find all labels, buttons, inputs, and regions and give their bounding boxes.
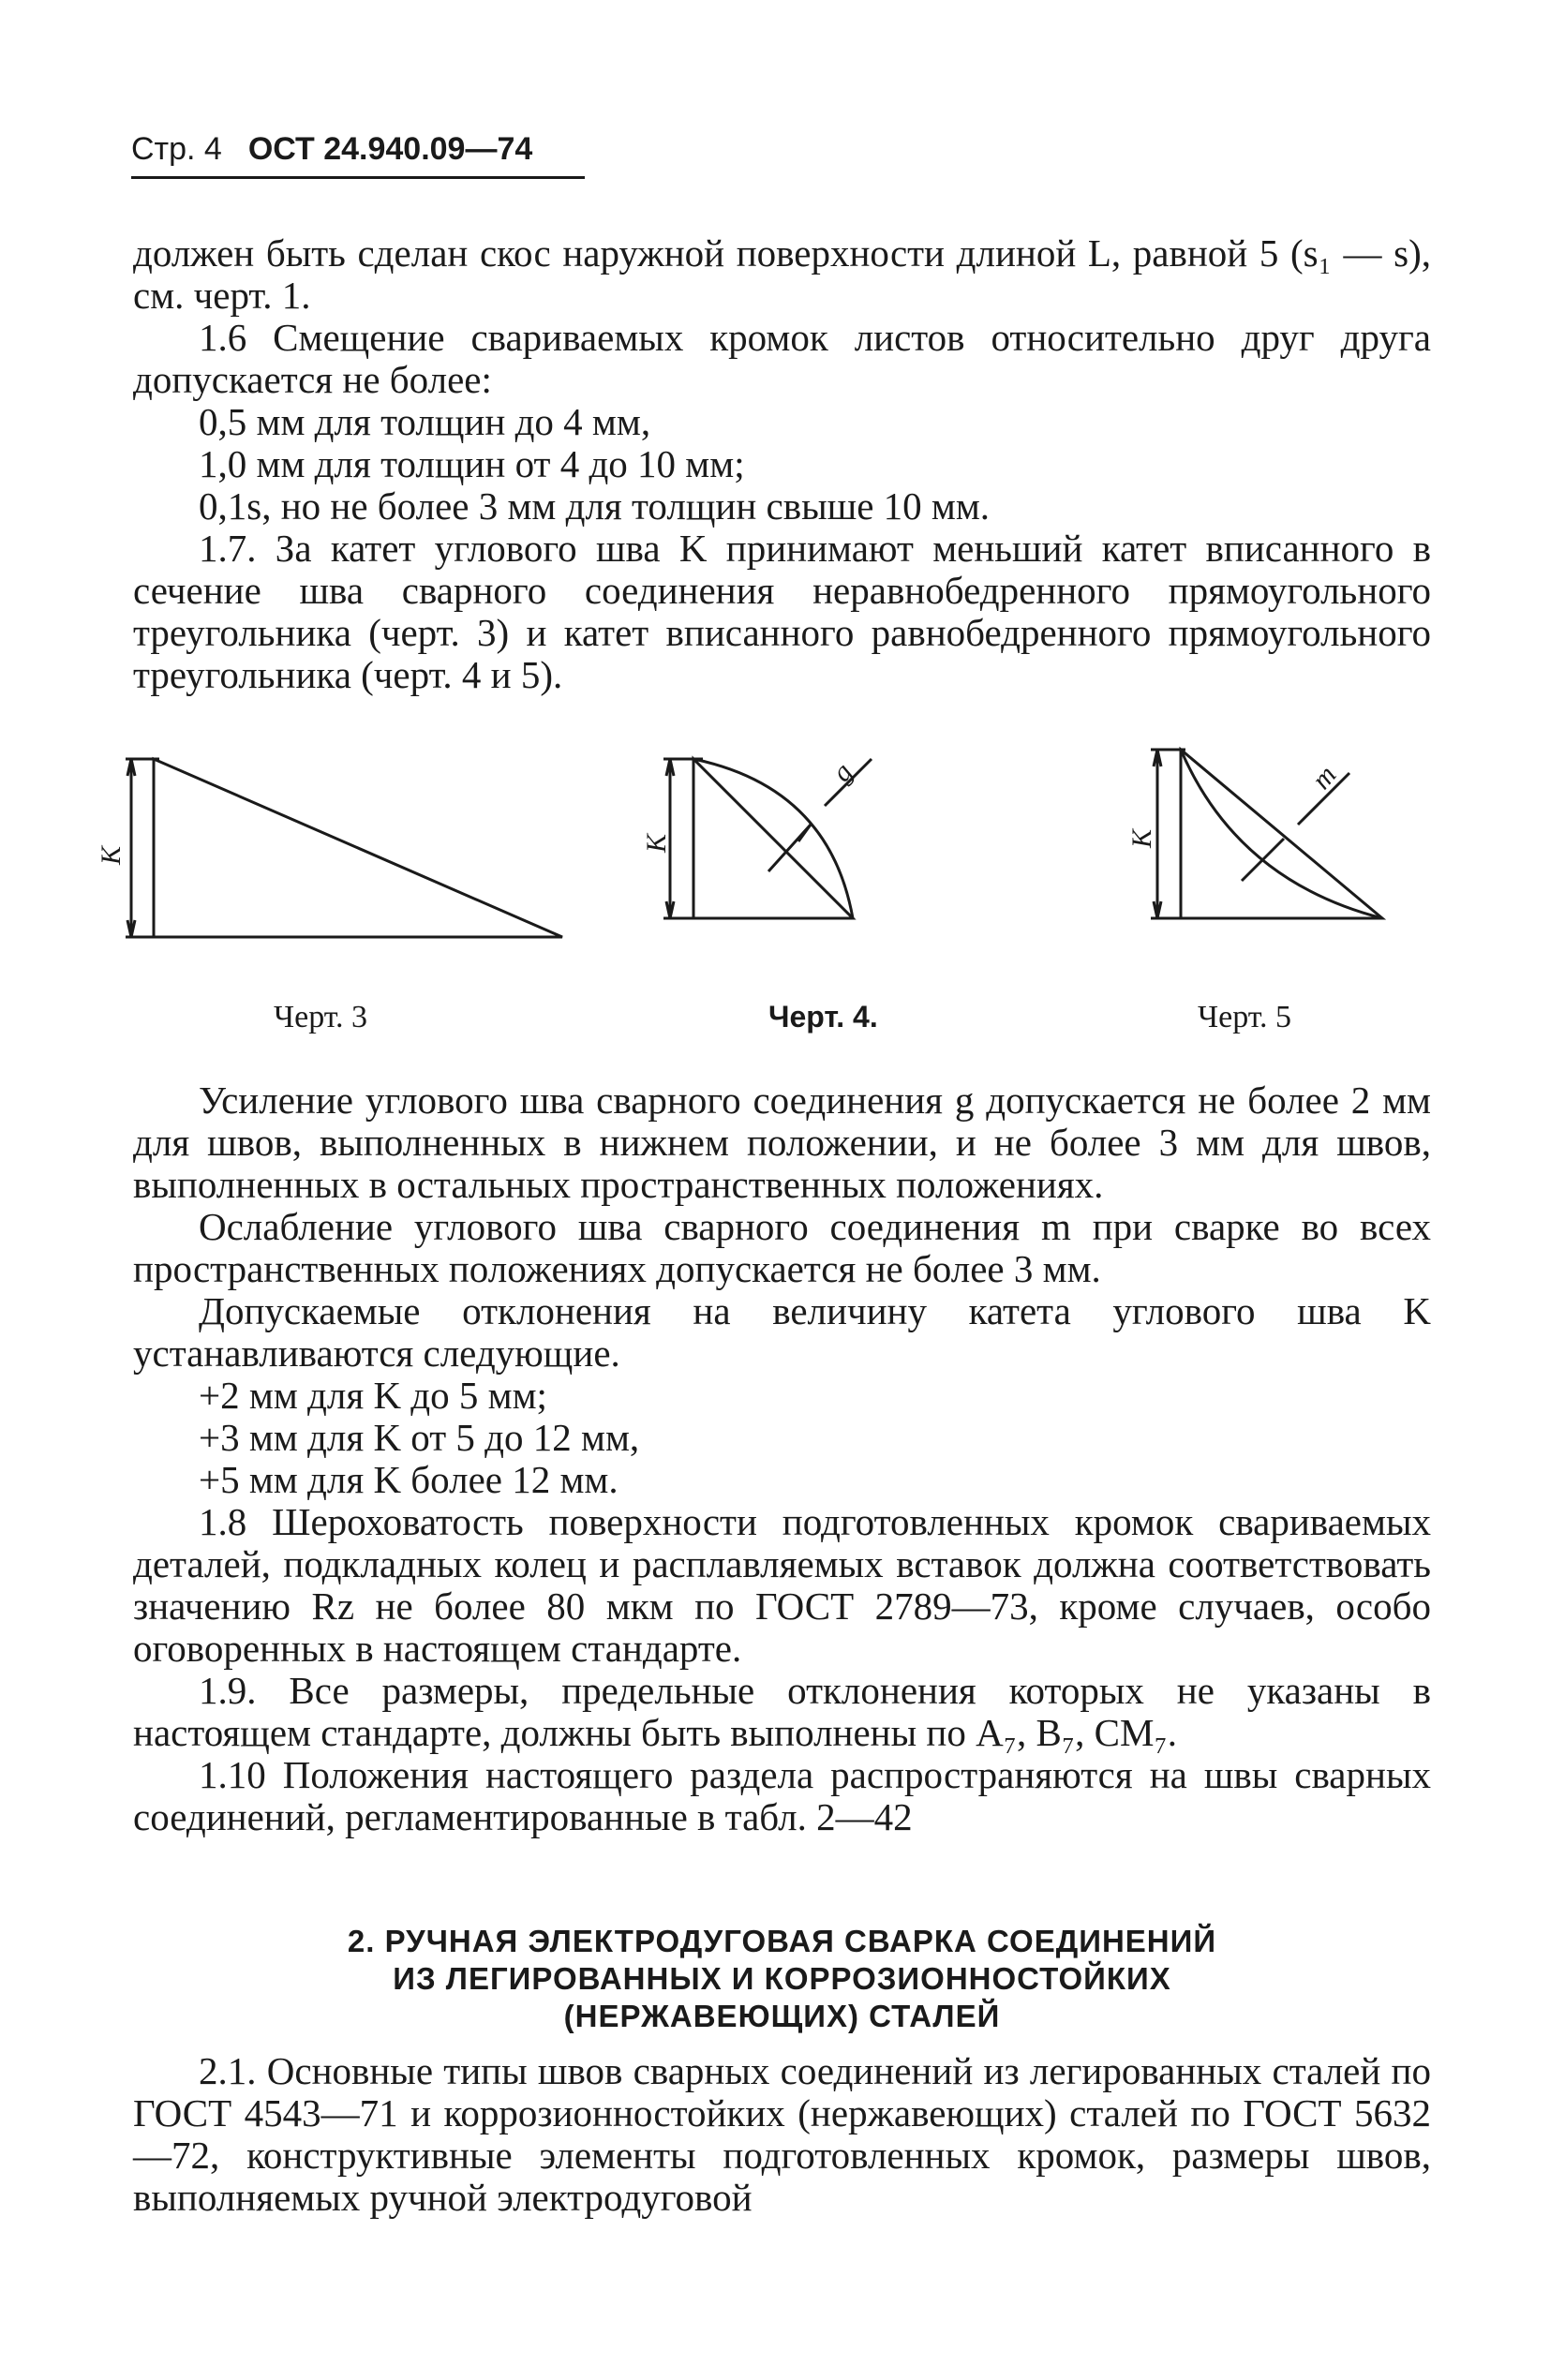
list-item: 0,1s, но не более 3 мм для толщин свыше 10 мм. [199, 484, 991, 528]
list-item: +5 мм для K более 12 мм. [199, 1458, 619, 1501]
paragraph-reinforcement: Усиление углового шва сварного соединения g допускается не более 2 мм для швов, выполненных в нижнем положении, и не более 3 мм для швов, выполненных в остальных пространственных положениях. [133, 1078, 1431, 1206]
list-item: 1,0 мм для толщин от 4 до 10 мм; [199, 442, 745, 485]
g-label: g [826, 756, 859, 788]
caption-fig3: Черт. 3 [274, 1000, 368, 1034]
standard-code: ОСТ 24.940.09—74 [247, 131, 533, 167]
section-heading-line: 2. РУЧНАЯ ЭЛЕКТРОДУГОВАЯ СВАРКА СОЕДИНЕНИЙ [347, 1924, 1217, 1958]
caption-fig4: Черт. 4. [768, 1000, 878, 1034]
paragraph-1-6: 1.6 Смещение свариваемых кромок листов относительно друг друга допускается не более: [133, 316, 1431, 401]
figure-5 [1151, 750, 1382, 918]
figure-4 [663, 756, 872, 918]
text-block-3 [133, 2050, 1431, 2219]
list-item: +3 мм для K от 5 до 12 мм, [199, 1416, 640, 1459]
m-label: m [1305, 759, 1343, 796]
paragraph-1-10: 1.10 Положения настоящего раздела распространяются на швы сварных соединений, регламентированные в табл. 2—42 [133, 1753, 1431, 1838]
section-heading-line: (НЕРЖАВЕЮЩИХ) СТАЛЕЙ [563, 1999, 1001, 2033]
text-block-2 [133, 1079, 1431, 1838]
page-number: Стр. 4 [131, 131, 222, 167]
text-block-1 [133, 232, 1431, 696]
k-label-fig4: K [641, 833, 672, 853]
paragraph: должен быть сделан скос наружной поверхности длиной L, равной 5 (s₁ — s), см. черт. 1. [133, 231, 1431, 317]
paragraph-1-8: 1.8 Шероховатость поверхности подготовленных кромок свариваемых деталей, подкладных колец и расплавляемых вставок должна соответствовать значению Rz не более 80 мкм по ГОСТ 2789—73, кроме случаев, особо оговоренных в настоящем стандарте. [133, 1500, 1431, 1670]
figure-3 [126, 759, 562, 937]
paragraph-weakening: Ослабление углового шва сварного соединения m при сварке во всех пространственных положениях допускается не более 3 мм. [133, 1205, 1431, 1290]
page-header [131, 131, 532, 168]
paragraph-1-7: 1.7. За катет углового шва K принимают меньший катет вписанного в сечение шва сварного соединения неравнобедренного прямоугольного треугольника (черт. 3) и катет вписанного равнобедренного прямоугольного треугольника (черт. 4 и 5). [133, 527, 1431, 696]
caption-fig5: Черт. 5 [1198, 1000, 1292, 1034]
section-heading [133, 1923, 1431, 2035]
k-label-fig5: K [1126, 828, 1157, 848]
paragraph-1-9: 1.9. Все размеры, предельные отклонения которых не указаны в настоящем стандарте, должны быть выполнены по A₇, B₇, CM₇. [133, 1669, 1431, 1754]
paragraph-2-1: 2.1. Основные типы швов сварных соединений из легированных сталей по ГОСТ 4543—71 и коррозионностойких (нержавеющих) сталей по ГОСТ 5632—72, конструктивные элементы подготовленных кромок, размеры швов, выполняемых ручной электродуговой [133, 2049, 1431, 2219]
k-label-fig3: K [96, 845, 127, 865]
list-item: +2 мм для K до 5 мм; [199, 1374, 547, 1417]
section-heading-line: ИЗ ЛЕГИРОВАННЫХ И КОРРОЗИОННОСТОЙКИХ [393, 1961, 1171, 1996]
paragraph-deviations: Допускаемые отклонения на величину катета углового шва K устанавливаются следующие. [133, 1289, 1431, 1375]
list-item: 0,5 мм для толщин до 4 мм, [199, 400, 651, 443]
header-rule [131, 176, 585, 179]
